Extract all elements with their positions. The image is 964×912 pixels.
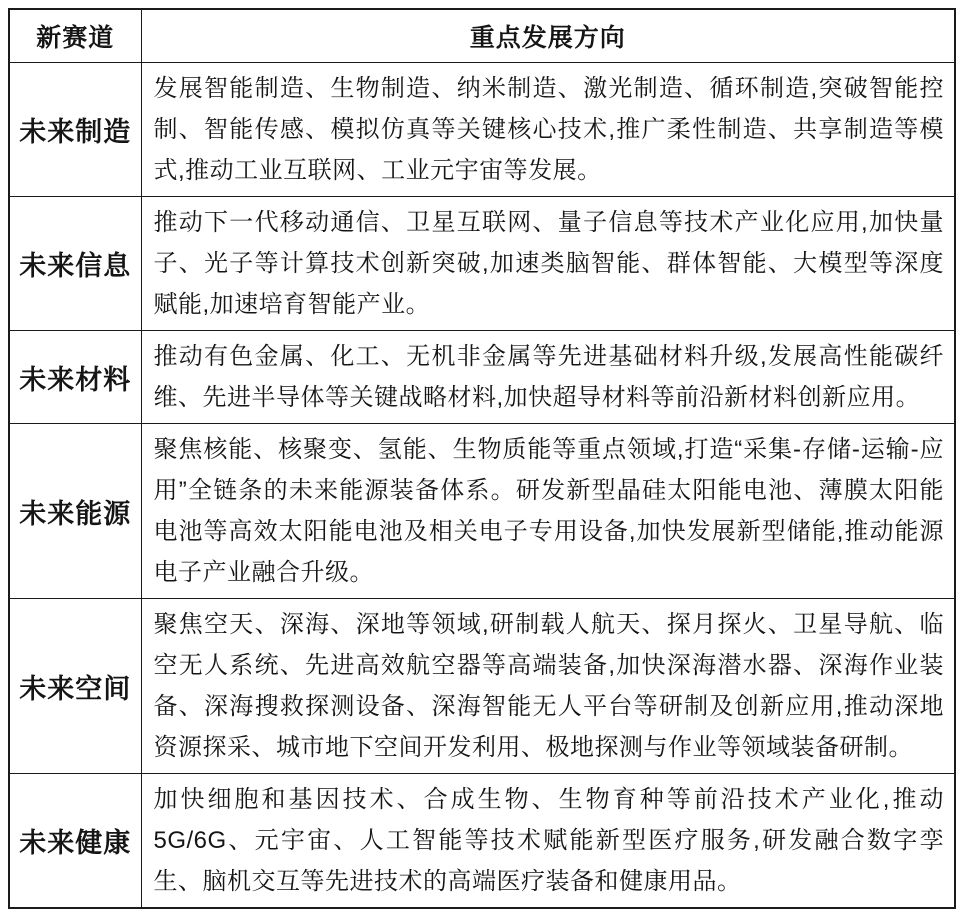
column-header-direction: 重点发展方向 [141, 9, 955, 63]
table-row [9, 424, 955, 599]
track-label-future-health: 未来健康 [9, 774, 141, 909]
track-label-future-materials: 未来材料 [9, 331, 141, 424]
table-row [9, 63, 955, 197]
future-industries-table [8, 8, 956, 909]
direction-text: 聚焦核能、核聚变、氢能、生物质能等重点领域,打造“采集-存储-运输-应用”全链条的未来能源装备体系。研发新型晶硅太阳能电池、薄膜太阳能电池等高效太阳能电池及相关电子专用设备,加快发展新型储能,推动能源电子产业融合升级。 [141, 424, 955, 599]
table-row [9, 197, 955, 331]
direction-text: 聚焦空天、深海、深地等领域,研制载人航天、探月探火、卫星导航、临空无人系统、先进高效航空器等高端装备,加快深海潜水器、深海作业装备、深海搜救探测设备、深海智能无人平台等研制及创新应用,推动深地资源探采、城市地下空间开发利用、极地探测与作业等领域装备研制。 [141, 599, 955, 774]
direction-text: 推动有色金属、化工、无机非金属等先进基础材料升级,发展高性能碳纤维、先进半导体等关键战略材料,加快超导材料等前沿新材料创新应用。 [141, 331, 955, 424]
header-row [9, 9, 955, 63]
track-label-future-energy: 未来能源 [9, 424, 141, 599]
table-row [9, 599, 955, 774]
direction-text: 发展智能制造、生物制造、纳米制造、激光制造、循环制造,突破智能控制、智能传感、模拟仿真等关键核心技术,推广柔性制造、共享制造等模式,推动工业互联网、工业元宇宙等发展。 [141, 63, 955, 197]
column-header-track: 新赛道 [9, 9, 141, 63]
track-label-future-manufacturing: 未来制造 [9, 63, 141, 197]
direction-text: 推动下一代移动通信、卫星互联网、量子信息等技术产业化应用,加快量子、光子等计算技术创新突破,加速类脑智能、群体智能、大模型等深度赋能,加速培育智能产业。 [141, 197, 955, 331]
table-container [8, 8, 956, 909]
track-label-future-information: 未来信息 [9, 197, 141, 331]
track-label-future-space: 未来空间 [9, 599, 141, 774]
table-row [9, 774, 955, 909]
direction-text: 加快细胞和基因技术、合成生物、生物育种等前沿技术产业化,推动5G/6G、元宇宙、人工智能等技术赋能新型医疗服务,研发融合数字孪生、脑机交互等先进技术的高端医疗装备和健康用品。 [141, 774, 955, 909]
table-row [9, 331, 955, 424]
